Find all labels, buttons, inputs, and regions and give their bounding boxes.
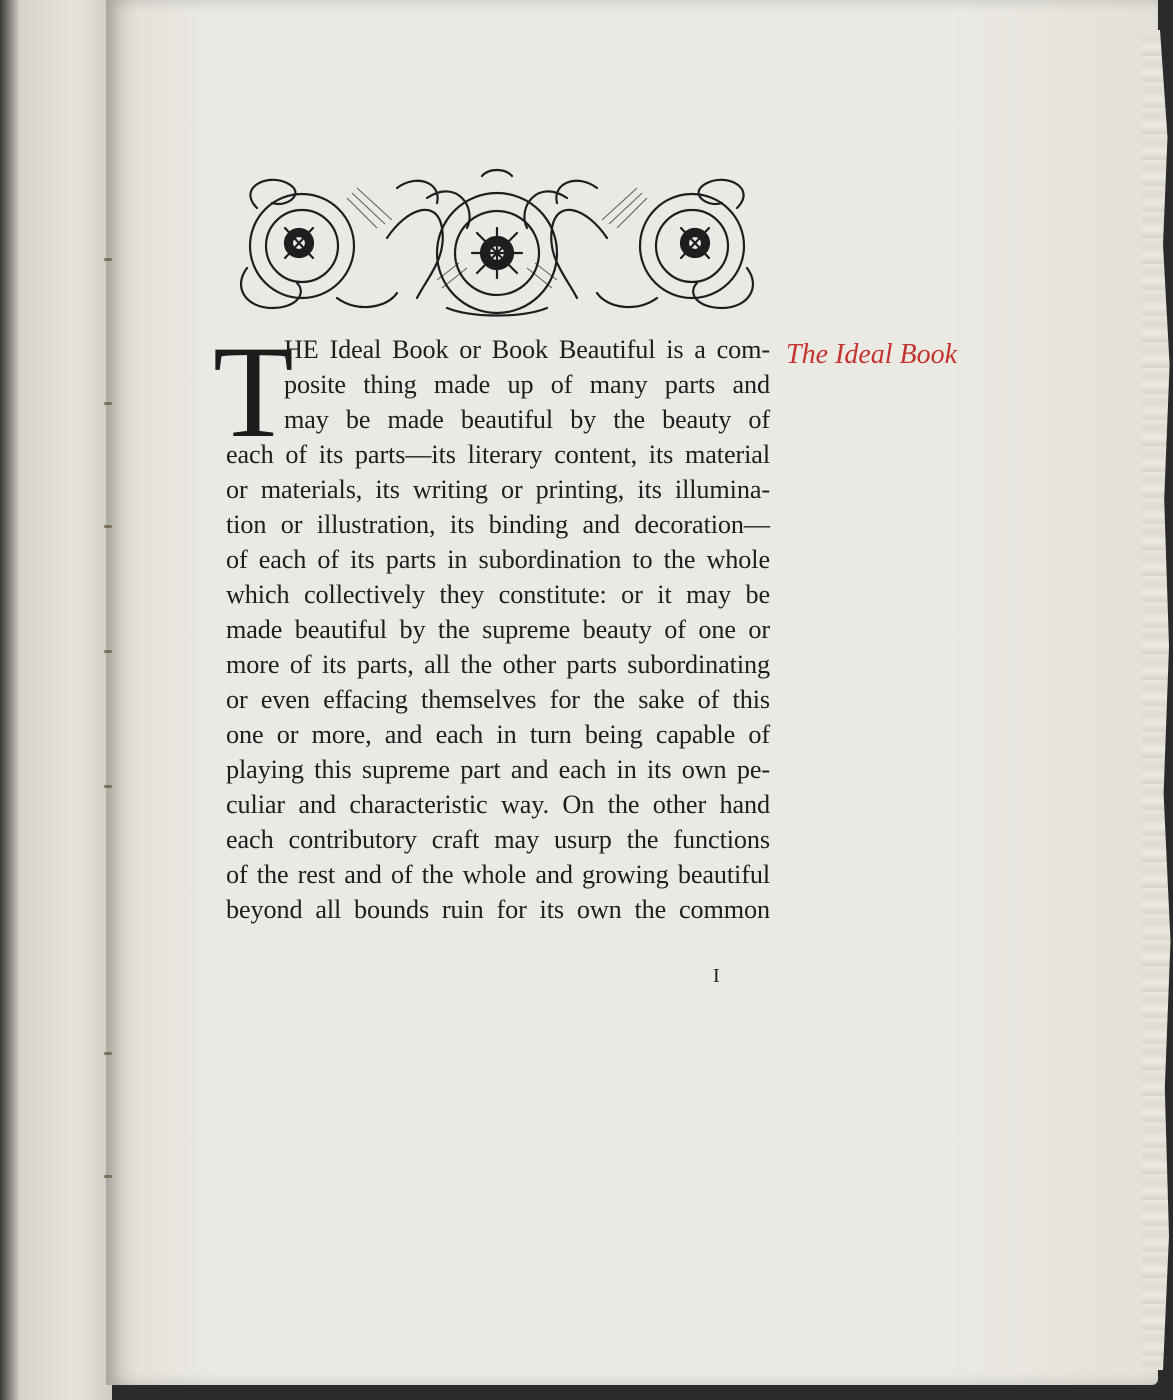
text-line: or materials, its writing or printing, its illumina-: [226, 475, 770, 504]
text-line: one or more, and each in turn being capable of: [226, 720, 770, 749]
binding-stitch: [104, 650, 112, 653]
binding-stitch: [104, 258, 112, 261]
text-line: which collectively they constitute: or it may be: [226, 580, 770, 609]
text-line: more of its parts, all the other parts subordinating: [226, 650, 770, 679]
text-line: made beautiful by the supreme beauty of one or: [226, 615, 770, 644]
deckle-edge: [1142, 30, 1172, 1370]
binding-stitch: [104, 785, 112, 788]
text-line: of the rest and of the whole and growing beautiful: [226, 860, 770, 889]
marginal-heading: The Ideal Book: [786, 339, 958, 370]
drop-cap: T: [213, 318, 294, 465]
acanthus-headpiece-ornament: [227, 168, 767, 318]
binding-stitch: [104, 1052, 112, 1055]
binding-stitch: [104, 525, 112, 528]
page-number: I: [713, 965, 720, 987]
text-line: tion or illustration, its binding and decoration—: [226, 510, 770, 539]
text-line: posite thing made up of many parts and: [284, 370, 770, 399]
body-text: [226, 332, 770, 927]
text-line: culiar and characteristic way. On the other hand: [226, 790, 770, 819]
text-line: beyond all bounds ruin for its own the common: [226, 895, 770, 924]
text-line: playing this supreme part and each in its own pe-: [226, 755, 770, 784]
binding-stitch: [104, 1175, 112, 1178]
text-line: of each of its parts in subordination to the whole: [226, 545, 770, 574]
binding-stitch: [104, 402, 112, 405]
facing-page-edge: [0, 0, 112, 1400]
text-line: HE Ideal Book or Book Beautiful is a com-: [284, 335, 770, 364]
text-line: each contributory craft may usurp the functions: [226, 825, 770, 854]
text-line: may be made beautiful by the beauty of: [284, 405, 770, 434]
text-line: or even effacing themselves for the sake of this: [226, 685, 770, 714]
text-line: each of its parts—its literary content, its material: [226, 440, 770, 469]
